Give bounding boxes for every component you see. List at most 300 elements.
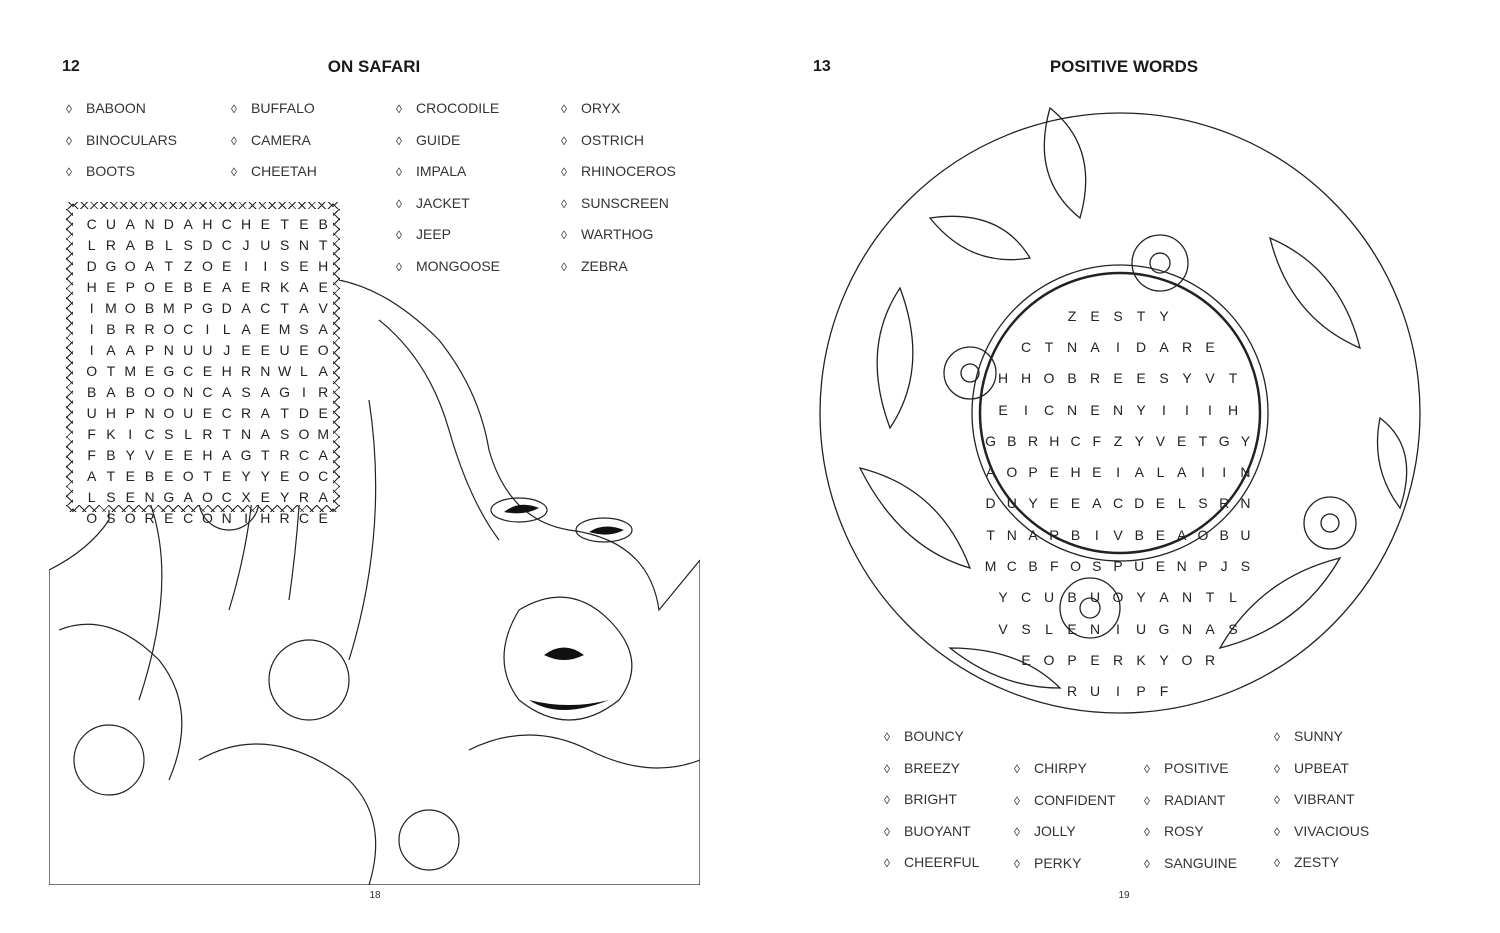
word-list-item	[561, 100, 620, 116]
diamond-bullet-icon: ◊	[561, 259, 567, 274]
diamond-bullet-icon: ◊	[1144, 762, 1150, 776]
word-label: ZESTY	[1294, 854, 1340, 870]
diamond-bullet-icon: ◊	[561, 165, 567, 179]
grid-letter: O	[124, 257, 136, 274]
grid-letter: F	[1159, 683, 1169, 700]
word-list-item	[884, 823, 971, 839]
word-list-item	[1274, 854, 1339, 870]
grid-row	[73, 234, 333, 255]
grid-letter: E	[1067, 620, 1077, 637]
grid-letter: R	[144, 509, 155, 526]
word-list-item	[231, 100, 315, 116]
diamond-bullet-icon: ◊	[561, 133, 567, 148]
grid-letter: R	[240, 404, 252, 421]
grid-letter: Z	[1067, 307, 1077, 324]
grid-letter: D	[163, 215, 174, 232]
grid-letter: N	[1089, 620, 1101, 637]
grid-letter: E	[202, 404, 213, 421]
grid-letter: U	[279, 341, 290, 358]
grid-letter: P	[183, 299, 193, 316]
grid-letter: T	[164, 257, 174, 274]
grid-letter: E	[299, 215, 309, 232]
grid-letter: E	[318, 404, 328, 421]
grid-letter: D	[86, 257, 97, 274]
grid-letter: H	[202, 446, 213, 463]
diamond-bullet-icon: ◊	[1144, 793, 1150, 808]
grid-letter: F	[1092, 432, 1102, 449]
grid-letter: R	[1181, 338, 1193, 355]
diamond-bullet-icon: ◊	[884, 761, 890, 776]
grid-row	[980, 456, 1256, 487]
grid-letter: O	[317, 341, 329, 358]
grid-letter: A	[318, 320, 328, 337]
word-label: CROCODILE	[416, 100, 500, 116]
grid-letter: C	[183, 509, 194, 526]
grid-letter: Y	[260, 467, 270, 484]
word-list-item	[66, 163, 135, 179]
diamond-bullet-icon: ◊	[1144, 825, 1150, 839]
grid-letter: Z	[183, 257, 193, 274]
grid-letter: N	[240, 425, 252, 442]
word-label: UPBEAT	[1294, 759, 1349, 776]
word-list-item	[884, 728, 964, 744]
grid-letter: G	[1218, 432, 1230, 449]
grid-letter: O	[1197, 526, 1209, 543]
grid-row	[73, 276, 333, 297]
grid-letter: S	[241, 383, 251, 400]
grid-letter: T	[280, 215, 289, 232]
grid-letter: I	[1024, 401, 1028, 418]
grid-letter: C	[221, 488, 232, 505]
grid-letter: C	[1070, 432, 1081, 449]
grid-letter: G	[1158, 620, 1170, 637]
grid-letter: I	[1208, 401, 1212, 418]
grid-letter: U	[1043, 589, 1055, 606]
grid-letter: I	[1162, 401, 1166, 418]
page-number: 18	[369, 890, 381, 901]
grid-letter: I	[89, 299, 94, 316]
grid-letter: Y	[241, 467, 251, 484]
word-label: RADIANT	[1164, 791, 1226, 808]
grid-letter: A	[1090, 338, 1100, 355]
grid-letter: L	[87, 236, 96, 253]
grid-letter: A	[299, 278, 309, 295]
word-label: ZEBRA	[581, 257, 628, 274]
grid-letter: U	[1240, 526, 1251, 543]
word-label: BRIGHT	[904, 791, 957, 807]
grid-letter: O	[124, 509, 136, 526]
grid-letter: S	[279, 257, 290, 274]
grid-letter: H	[240, 215, 252, 232]
grid-letter: Y	[1028, 495, 1038, 512]
diamond-bullet-icon: ◊	[231, 133, 237, 148]
grid-letter: J	[242, 236, 250, 253]
grid-letter: O	[86, 509, 98, 526]
grid-row	[73, 423, 333, 444]
grid-letter: E	[241, 278, 251, 295]
grid-letter: G	[240, 446, 252, 463]
grid-letter: S	[1092, 558, 1102, 575]
diamond-bullet-icon: ◊	[396, 102, 402, 116]
grid-letter: N	[1006, 526, 1017, 543]
grid-letter: O	[201, 257, 213, 274]
grid-letter: O	[144, 278, 155, 295]
diamond-bullet-icon: ◊	[231, 165, 237, 179]
word-list-item	[1144, 760, 1229, 776]
grid-letter: U	[1134, 558, 1145, 575]
grid-letter: N	[144, 404, 155, 421]
grid-letter: P	[125, 278, 135, 295]
grid-letter: S	[1159, 370, 1169, 387]
grid-letter: E	[1092, 464, 1102, 481]
grid-letter: T	[1198, 432, 1208, 449]
grid-row	[980, 582, 1256, 613]
grid-letter: I	[301, 383, 306, 400]
diamond-bullet-icon: ◊	[884, 856, 890, 870]
grid-letter: O	[1181, 651, 1193, 668]
word-list-item	[884, 791, 957, 807]
grid-letter: U	[260, 236, 271, 253]
grid-row	[980, 676, 1256, 707]
grid-letter: H	[1227, 401, 1239, 418]
word-list-item	[561, 258, 628, 274]
diamond-bullet-icon: ◊	[1014, 825, 1020, 839]
grid-letter: B	[1067, 589, 1077, 606]
grid-letter: N	[1112, 401, 1124, 418]
grid-letter: T	[222, 425, 231, 442]
grid-letter: E	[106, 278, 116, 295]
grid-letter: C	[183, 320, 194, 337]
grid-letter: A	[125, 236, 135, 253]
grid-letter: E	[260, 488, 270, 505]
diamond-bullet-icon: ◊	[66, 133, 72, 148]
word-list-item	[396, 195, 470, 211]
grid-row	[980, 644, 1256, 675]
grid-letter: K	[279, 278, 290, 295]
grid-letter: R	[279, 446, 290, 463]
word-search-grid-circular	[980, 300, 1256, 707]
grid-letter: E	[1177, 432, 1187, 449]
grid-letter: Y	[279, 488, 290, 505]
grid-letter: B	[318, 215, 328, 232]
grid-letter: I	[89, 341, 94, 358]
word-list-item	[396, 226, 451, 242]
puzzle-number: 12	[62, 58, 80, 75]
grid-letter: A	[1159, 589, 1169, 606]
grid-letter: O	[1043, 651, 1055, 668]
grid-letter: E	[125, 488, 135, 505]
word-label: VIBRANT	[1294, 791, 1355, 807]
grid-row	[73, 255, 333, 276]
grid-letter: E	[164, 446, 174, 463]
grid-row	[73, 381, 333, 402]
grid-row	[73, 486, 333, 507]
word-label: WARTHOG	[581, 226, 654, 242]
grid-letter: S	[106, 488, 116, 505]
diamond-bullet-icon: ◊	[396, 196, 402, 211]
word-list-item	[1014, 823, 1076, 839]
word-label: CAMERA	[251, 131, 311, 148]
grid-letter: Y	[998, 589, 1008, 606]
grid-letter: I	[1116, 464, 1120, 481]
grid-letter: E	[222, 467, 232, 484]
grid-letter: R	[260, 278, 271, 295]
grid-letter: P	[1198, 558, 1208, 575]
grid-letter: I	[1116, 338, 1120, 355]
diamond-bullet-icon: ◊	[231, 102, 237, 116]
grid-row	[980, 363, 1256, 394]
grid-letter: A	[144, 257, 155, 274]
grid-letter: U	[183, 404, 194, 421]
grid-letter: N	[1176, 558, 1187, 575]
grid-letter: P	[1113, 558, 1123, 575]
grid-letter: B	[1007, 432, 1017, 449]
grid-letter: A	[106, 383, 116, 400]
diamond-bullet-icon: ◊	[396, 259, 402, 274]
grid-letter: X	[241, 488, 251, 505]
grid-letter: O	[201, 509, 213, 526]
grid-row	[73, 402, 333, 423]
grid-letter: T	[1044, 338, 1054, 355]
grid-letter: N	[1181, 589, 1193, 606]
grid-letter: E	[202, 278, 213, 295]
grid-letter: E	[279, 467, 290, 484]
grid-letter: G	[985, 432, 997, 449]
grid-letter: E	[183, 446, 193, 463]
grid-letter: U	[1089, 683, 1101, 700]
grid-letter: S	[106, 509, 116, 526]
word-label: SANGUINE	[1164, 854, 1238, 871]
grid-letter: H	[86, 278, 97, 295]
diamond-bullet-icon: ◊	[1274, 856, 1280, 870]
grid-letter: P	[1028, 464, 1038, 481]
puzzle-number: 13	[813, 58, 831, 75]
grid-letter: E	[222, 257, 232, 274]
grid-letter: E	[1155, 558, 1166, 575]
grid-letter: P	[1067, 651, 1077, 668]
grid-letter: C	[1112, 495, 1124, 512]
grid-letter: C	[86, 215, 97, 232]
grid-letter: H	[997, 370, 1009, 387]
word-label: RHINOCEROS	[581, 163, 676, 179]
grid-letter: B	[106, 320, 116, 337]
grid-letter: A	[125, 341, 135, 358]
grid-letter: V	[998, 620, 1008, 637]
grid-letter: T	[1205, 589, 1215, 606]
grid-letter: C	[1006, 558, 1017, 575]
grid-letter: I	[1116, 620, 1120, 637]
grid-letter: E	[1155, 526, 1166, 543]
grid-letter: T	[280, 404, 289, 421]
grid-letter: A	[299, 299, 309, 316]
word-label: ROSY	[1164, 823, 1204, 839]
grid-letter: A	[86, 467, 97, 484]
diamond-bullet-icon: ◊	[396, 165, 402, 179]
word-label: OSTRICH	[581, 131, 644, 148]
grid-letter: O	[1006, 464, 1018, 481]
grid-letter: R	[298, 488, 309, 505]
word-label: CHIRPY	[1034, 760, 1087, 776]
word-list-item	[1014, 855, 1081, 871]
grid-letter: P	[144, 341, 155, 358]
grid-letter: O	[124, 299, 136, 316]
diamond-bullet-icon: ◊	[1014, 762, 1020, 776]
grid-letter: T	[986, 526, 995, 543]
grid-letter: C	[1043, 401, 1055, 418]
word-label: SUNSCREEN	[581, 194, 669, 211]
diamond-bullet-icon: ◊	[1274, 824, 1280, 839]
grid-letter: N	[1181, 620, 1193, 637]
grid-letter: L	[1045, 620, 1053, 637]
grid-letter: E	[1205, 338, 1215, 355]
grid-letter: N	[298, 236, 309, 253]
word-list-item	[1144, 855, 1237, 871]
diamond-bullet-icon: ◊	[561, 228, 567, 242]
grid-letter: D	[1135, 338, 1147, 355]
grid-letter: B	[144, 299, 155, 316]
grid-letter: R	[1028, 432, 1039, 449]
grid-letter: E	[299, 341, 309, 358]
grid-letter: S	[1021, 620, 1031, 637]
word-label: CHEETAH	[251, 163, 317, 179]
grid-letter: L	[222, 320, 231, 337]
grid-letter: D	[202, 236, 213, 253]
grid-letter: N	[221, 509, 232, 526]
grid-letter: M	[163, 299, 175, 316]
word-list-item	[561, 163, 676, 179]
word-search-frame	[66, 202, 340, 526]
grid-letter: C	[144, 425, 155, 442]
grid-letter: E	[125, 467, 135, 484]
grid-letter: S	[279, 236, 290, 253]
diamond-bullet-icon: ◊	[1144, 856, 1150, 871]
grid-letter: Y	[125, 446, 135, 463]
grid-letter: R	[318, 383, 329, 400]
grid-letter: I	[128, 425, 133, 442]
grid-letter: C	[1020, 338, 1032, 355]
grid-letter: R	[1089, 370, 1101, 387]
grid-letter: S	[1113, 307, 1123, 324]
diamond-bullet-icon: ◊	[884, 730, 890, 744]
grid-letter: Y	[1136, 401, 1146, 418]
word-list-item	[396, 163, 466, 179]
word-list-item	[1014, 792, 1116, 808]
grid-row	[980, 425, 1256, 456]
grid-letter: L	[300, 362, 308, 379]
grid-letter: S	[299, 320, 309, 337]
diamond-bullet-icon: ◊	[561, 102, 567, 116]
word-list-item	[396, 258, 500, 274]
grid-letter: C	[221, 215, 232, 232]
grid-letter: G	[279, 383, 291, 400]
grid-row	[980, 613, 1256, 644]
grid-letter: B	[144, 236, 155, 253]
grid-letter: T	[106, 467, 116, 484]
word-label: PERKY	[1034, 854, 1082, 871]
word-label: CONFIDENT	[1034, 791, 1116, 808]
grid-letter: O	[163, 383, 175, 400]
grid-letter: M	[317, 425, 330, 442]
grid-letter: C	[202, 383, 213, 400]
word-label: BREEZY	[904, 759, 961, 776]
grid-letter: D	[221, 299, 232, 316]
grid-letter: I	[1185, 401, 1189, 418]
grid-letter: O	[1112, 589, 1124, 606]
grid-letter: V	[1113, 526, 1123, 543]
grid-letter: O	[182, 467, 194, 484]
grid-letter: H	[1049, 432, 1060, 449]
grid-letter: G	[163, 488, 175, 505]
grid-letter: A	[1028, 526, 1038, 543]
grid-letter: E	[260, 320, 270, 337]
grid-letter: I	[244, 257, 248, 274]
grid-letter: P	[125, 404, 135, 421]
grid-letter: H	[318, 257, 329, 274]
word-label: BINOCULARS	[86, 131, 178, 148]
grid-letter: F	[87, 446, 96, 463]
grid-letter: O	[163, 320, 175, 337]
grid-letter: J	[223, 341, 231, 358]
word-label: VIVACIOUS	[1294, 822, 1370, 839]
word-list-item	[231, 132, 311, 148]
grid-letter: O	[86, 362, 98, 379]
grid-letter: H	[1020, 370, 1032, 387]
grid-letter: I	[1094, 526, 1099, 543]
grid-letter: A	[318, 362, 328, 379]
grid-letter: R	[1066, 683, 1078, 700]
grid-letter: R	[105, 236, 116, 253]
grid-letter: O	[298, 467, 310, 484]
grid-letter: M	[105, 299, 117, 316]
word-list-item	[884, 854, 979, 870]
grid-letter: E	[998, 401, 1008, 418]
grid-letter: H	[1070, 464, 1081, 481]
word-list-item	[396, 100, 499, 116]
grid-letter: E	[1155, 495, 1166, 512]
grid-letter: E	[144, 362, 155, 379]
diamond-bullet-icon: ◊	[396, 133, 402, 148]
grid-letter: U	[1135, 620, 1147, 637]
grid-letter: E	[1049, 495, 1059, 512]
grid-letter: S	[164, 425, 174, 442]
grid-letter: T	[106, 362, 116, 379]
grid-letter: Y	[1159, 307, 1169, 324]
grid-letter: U	[1089, 589, 1101, 606]
grid-letter: E	[202, 362, 213, 379]
word-list-item	[561, 226, 653, 242]
word-label: ORYX	[581, 100, 621, 116]
grid-letter: A	[125, 215, 135, 232]
grid-letter: J	[1220, 558, 1228, 575]
diamond-bullet-icon: ◊	[884, 793, 890, 807]
grid-letter: R	[144, 320, 155, 337]
grid-letter: C	[183, 362, 194, 379]
grid-letter: B	[125, 383, 135, 400]
grid-letter: A	[985, 464, 996, 481]
grid-letter: D	[298, 404, 309, 421]
grid-letter: O	[1070, 558, 1081, 575]
word-label: BUFFALO	[251, 100, 315, 116]
grid-letter: E	[164, 509, 174, 526]
grid-letter: E	[1090, 307, 1100, 324]
grid-letter: G	[163, 362, 175, 379]
word-label: BABOON	[86, 100, 146, 116]
diamond-bullet-icon: ◊	[1014, 793, 1020, 808]
grid-letter: T	[261, 446, 270, 463]
grid-letter: B	[1067, 370, 1077, 387]
grid-letter: I	[1116, 683, 1120, 700]
grid-letter: N	[163, 341, 174, 358]
